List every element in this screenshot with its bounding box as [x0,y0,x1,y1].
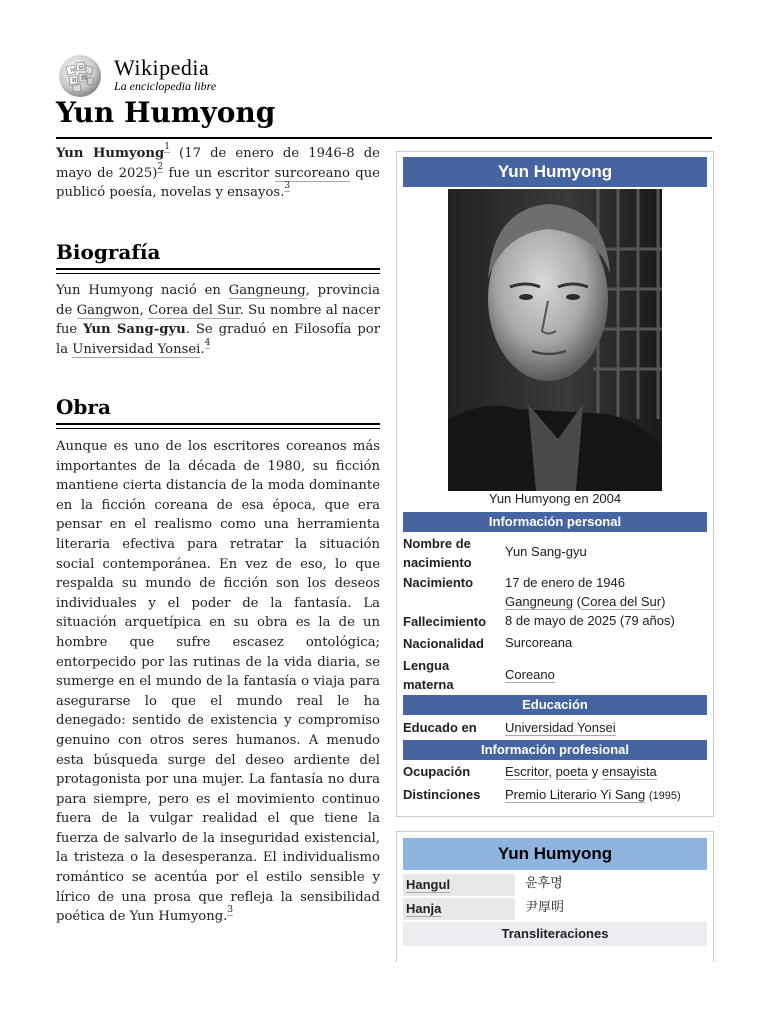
bio-text-4: . Su nombre al nacer fue [56,302,380,338]
intro-text-2: que publicó poesía, novelas y ensayos. [56,165,380,201]
label-distinciones: Distinciones [403,787,481,802]
intro-paragraph [56,144,380,203]
label-nacionalidad: Nacionalidad [403,636,484,651]
bio-text-6: . [200,341,205,357]
value-nacimiento [505,573,705,611]
section-header-profesional: Información profesional [403,740,707,760]
section-divider [56,268,380,274]
svg-text:W: W [70,68,76,74]
wikipedia-tagline: La enciclopedia libre [114,79,217,93]
section-header-educacion: Educación [403,695,707,715]
intro-text-1: fue un escritor [163,165,275,181]
value-distinciones [505,785,705,806]
portrait-photo[interactable] [448,189,662,491]
link-surcoreano[interactable]: surcoreano [274,165,350,181]
link-escritor[interactable]: Escritor [505,764,549,779]
link-coreano[interactable]: Coreano [505,667,555,682]
label-hanja [403,898,515,920]
reference-3[interactable]: 3 [227,905,234,916]
link-poeta[interactable]: poeta [555,764,589,779]
page-title: Yun Humyong [56,96,276,129]
svg-text:И: И [72,78,77,84]
birth-date: 17 de enero de 1946 [505,575,625,590]
link-corea-del-sur[interactable]: Corea del Sur [580,594,662,609]
birth-name: Yun Sang-gyu [83,322,186,338]
label-hangul [403,874,515,896]
reference-3[interactable]: 3 [284,181,291,192]
link-premio-yi-sang[interactable]: Premio Literario Yi Sang [505,787,646,802]
obra-paragraph [56,437,380,927]
korean-infobox-title: Yun Humyong [403,838,707,870]
bio-text-2: , provincia de [56,283,380,318]
label-nombre-nacimiento: Nombre de nacimiento [403,536,472,570]
korean-name-infobox [396,831,714,962]
subject-name: Yun Humyong [56,146,165,161]
wikipedia-wordmark[interactable]: Wikipedia [114,55,210,80]
section-divider [56,423,380,429]
bio-text-5: . Se graduó en Filosofía por la [56,322,381,357]
reference-4[interactable]: 4 [204,337,211,348]
biografia-paragraph [56,281,380,359]
title-divider [56,137,712,139]
link-gangneung[interactable]: Gangneung [228,283,306,298]
link-hanja[interactable]: Hanja [406,901,442,916]
value-nombre-nacimiento: Yun Sang-gyu [505,544,587,559]
bio-text-1: Yun Humyong nació en [56,283,229,298]
link-corea-del-sur[interactable]: Corea del Sur [148,302,240,318]
infobox [396,151,714,817]
link-ensayista[interactable]: ensayista [601,764,657,779]
value-ocupacion: Escritor, poeta y ensayista [505,764,657,779]
section-heading-obra: Obra [56,395,111,419]
value-hanja: 尹厚明 [525,899,565,914]
label-fallecimiento: Fallecimiento [403,614,487,629]
section-header-personal: Información personal [403,512,707,532]
wikipedia-globe-logo[interactable] [56,53,104,99]
bio-text-3: , [139,302,149,318]
value-nacionalidad: Surcoreana [505,635,573,650]
link-universidad-yonsei[interactable]: Universidad Yonsei [505,720,616,735]
reference-2[interactable]: 2 [157,161,164,172]
value-fallecimiento: 8 de mayo de 2025 (79 años) [505,613,675,628]
svg-text:Ω: Ω [79,65,84,71]
link-gangneung[interactable]: Gangneung [505,594,573,609]
photo-caption: Yun Humyong en 2004 [488,491,622,506]
link-gangwon[interactable]: Gangwon [76,302,140,318]
obra-text: Aunque es uno de los escritores coreanos más importantes de la década de 1980, su ficción mantiene cierta distancia de la moda dominante en la ficción coreana de esa época, que era pensar en el realismo como una herramienta literaria efectiva para retratar la situación social contemporánea. En vez de eso, lo que respalda su mundo de ficción son los deseos individuales y el poder de la fantasía. La situación arquetípica en su obra es la de un hombre que sufre escasez ontológica; entorpecido por las rutinas de la vida diaria, se sumerge en el mundo de la fantasía o viaja para asegurarse lo que el mundo real le ha denegado: sentido de existencia y compromiso genuino con otros seres humanos. A menudo esta búsqueda surge del deseo ardiente del protagonista por una mujer. La fantasía no dura para siempre, pero es el movimiento continuo fuera de la vulgar realidad el que tiene la fuerza de salvarlo de la inseguridad existencial, la tristeza o la desesperanza. El individualismo romántico se acentúa por el estilo sensible y lírico de una prosa que refleja la sensibilidad poética de Yun Humyong. [56,439,380,925]
birth-place: Gangneung (Corea del Sur) [505,594,666,609]
intro-dates: (17 de enero de 1946-8 de mayo de 2025) [56,146,380,181]
label-educado-en: Educado en [403,720,477,735]
label-lengua-materna: Lengua materna [403,658,454,692]
value-educado-en [505,718,705,737]
section-heading-biografia: Biografía [56,240,161,264]
link-hangul[interactable]: Hangul [406,877,451,892]
label-nacimiento: Nacimiento [403,575,474,590]
transliteraciones-header: Transliteraciones [403,922,707,946]
value-hangul: 윤후명 [525,875,563,890]
reference-1[interactable]: 1 [164,142,170,152]
link-universidad-yonsei[interactable]: Universidad Yonsei [72,341,201,357]
label-ocupacion: Ocupación [403,764,471,779]
value-lengua-materna [505,665,705,684]
svg-text:維: 維 [81,76,88,82]
infobox-title: Yun Humyong [403,157,707,187]
award-year: (1995) [648,790,681,802]
